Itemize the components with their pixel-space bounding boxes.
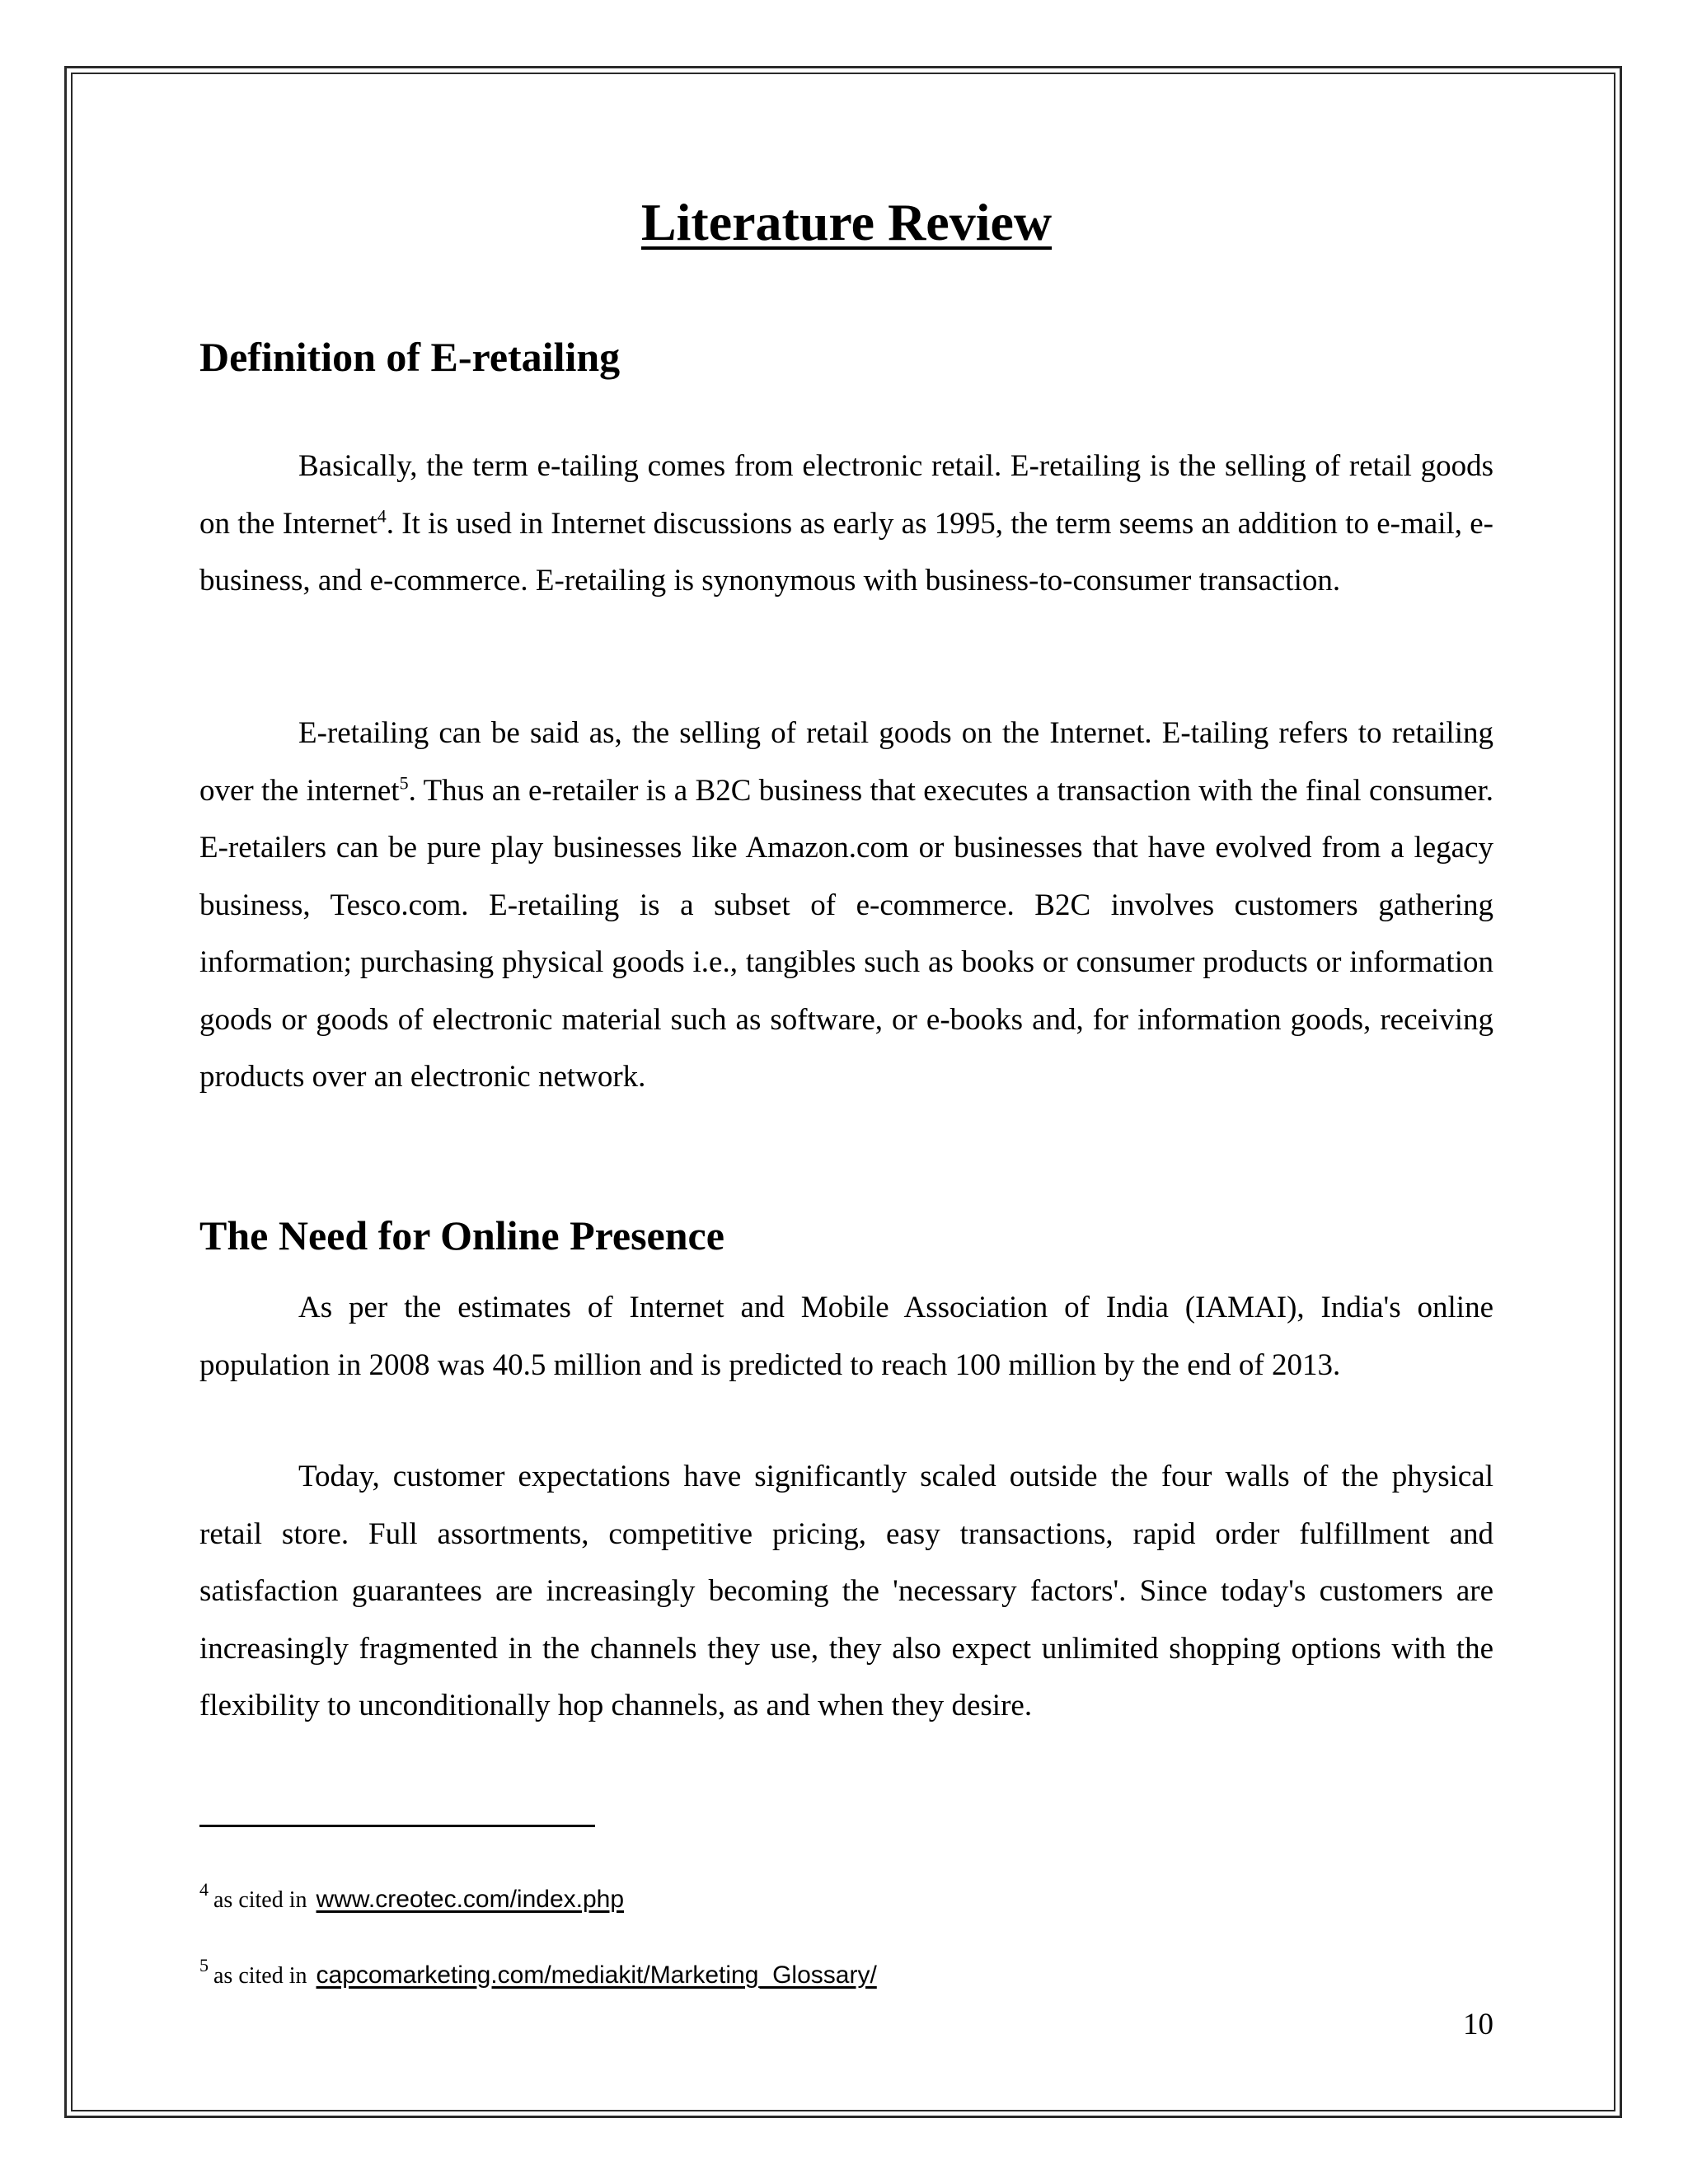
footnote-link[interactable]: capcomarketing.com/mediakit/Marketing_Glossary/ — [316, 1961, 877, 1989]
paragraph-definition-2 — [199, 705, 1493, 1106]
footnote-number: 4 — [199, 1879, 209, 1900]
paragraph-text: Basically, the term e-tailing comes from electronic retail. E-retailing is the selling of retail goods on the Internet — [199, 449, 1493, 541]
paragraph-text: E-retailing can be said as, the selling of retail goods on the Internet. E-tailing refers to retailing over the internet — [199, 716, 1493, 808]
paragraph-online-presence-1: As per the estimates of Internet and Mobile Association of India (IAMAI), India's online population in 2008 was 40.5 million and is predicted to reach 100 million by the end of 2013. — [199, 1291, 1493, 1382]
footnote-prefix: as cited in — [213, 1963, 307, 1989]
paragraph-online-presence-2: Today, customer expectations have significantly scaled outside the four walls of the physical retail store. Full assortments, competitive pricing, easy transactions, rapid order fulfillment and satisfaction guarantees are increasingly becoming the 'necessary factors'. Since today's customers are increasingly fragmented in the channels they use, they also expect unlimited shopping options with the flexibility to unconditionally hop channels, as and when they desire. — [199, 1460, 1493, 1722]
footnote-link[interactable]: www.creotec.com/index.php — [316, 1886, 625, 1913]
footnote-divider — [199, 1825, 595, 1827]
page-title-text: Literature Review — [640, 193, 1053, 251]
page-title — [199, 193, 1493, 251]
footnote-number: 5 — [199, 1955, 209, 1975]
footnote-prefix: as cited in — [213, 1887, 307, 1913]
paragraph-text: . It is used in Internet discussions as early as 1995, the term seems an addition to e-mail, e-business, and e-commerce. E-retailing is synonymous with business-to-consumer transaction. — [199, 506, 1494, 598]
paragraph-definition-1 — [199, 438, 1493, 610]
footnote-ref-4[interactable]: 4 — [377, 505, 387, 527]
section-heading-definition: Definition of E-retailing — [199, 334, 621, 380]
footnote-ref-5[interactable]: 5 — [399, 772, 409, 794]
paragraph-text: . Thus an e-retailer is a B2C business that executes a transaction with the final consumer. E-retailers can be pure play businesses like Amazon.com or businesses that have evolved from a legacy business, Tesco.com. E-retailing is a subset of e-commerce. B2C involves customers gathering information; purchasing physical goods i.e., tangibles such as books or consumer products or information goods or goods of electronic material such as software, or e-books and, for information goods, receiving products over an electronic network. — [199, 773, 1494, 1094]
footnote-5 — [199, 1957, 877, 1988]
section-heading-online-presence: The Need for Online Presence — [199, 1212, 724, 1258]
page-number: 10 — [1463, 2008, 1493, 2041]
footnote-4 — [199, 1881, 624, 1912]
